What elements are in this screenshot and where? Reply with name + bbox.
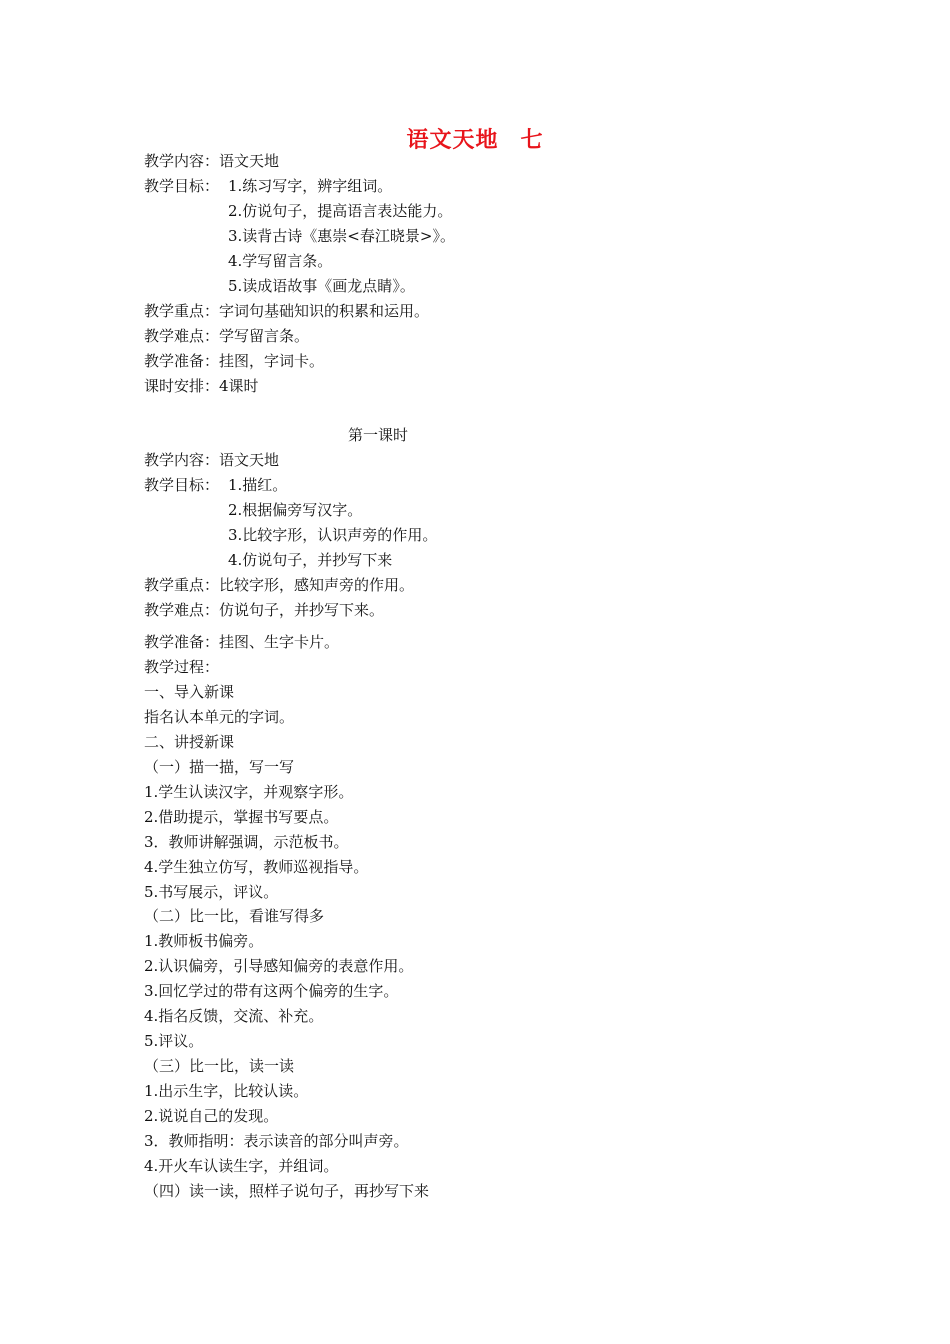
- step-line: 3．教师讲解强调，示范板书。: [144, 833, 349, 851]
- step-line: 4.学生独立仿写，教师巡视指导。: [144, 858, 369, 876]
- intro-goal-2: 2.仿说句子，提高语言表达能力。: [228, 202, 453, 220]
- lesson1-goal-4: 4.仿说句子，并抄写下来: [228, 551, 393, 569]
- step-line: 3.回忆学过的带有这两个偏旁的生字。: [144, 982, 399, 1000]
- title-number: 七: [520, 128, 544, 153]
- intro-difficulty: 教学难点：学写留言条。: [144, 327, 310, 345]
- intro-schedule: 课时安排：4课时: [144, 377, 259, 395]
- lesson1-goal-3: 3.比较字形，认识声旁的作用。: [228, 526, 438, 544]
- lesson1-content: 教学内容：语文天地: [144, 451, 280, 469]
- intro-content: 教学内容：语文天地: [144, 152, 280, 170]
- lesson1-heading: 第一课时: [347, 426, 408, 444]
- step-line: 5.书写展示，评议。: [144, 883, 279, 901]
- step-line: （二）比一比，看谁写得多: [144, 907, 325, 925]
- document-title: [0, 123, 950, 154]
- step-line: 1.教师板书偏旁。: [144, 932, 264, 950]
- step-line: 指名认本单元的字词。: [144, 708, 295, 726]
- intro-goal-4: 4.学写留言条。: [228, 252, 333, 270]
- lesson1-goals-label: 教学目标：: [144, 476, 220, 494]
- step-line: 二、讲授新课: [144, 733, 235, 751]
- intro-prep: 教学准备：挂图，字词卡。: [144, 352, 325, 370]
- step-line: 4.指名反馈，交流、补充。: [144, 1007, 324, 1025]
- step-line: （一）描一描，写一写: [144, 758, 295, 776]
- step-line: （四）读一读，照样子说句子，再抄写下来: [144, 1182, 430, 1200]
- intro-goal-1: 1.练习写字，辨字组词。: [228, 177, 393, 195]
- title-main: 语文天地: [406, 128, 499, 153]
- step-line: 1.学生认读汉字，并观察字形。: [144, 783, 354, 801]
- step-line: 3．教师指明：表示读音的部分叫声旁。: [144, 1132, 409, 1150]
- step-line: 1.出示生字，比较认读。: [144, 1082, 309, 1100]
- intro-goals-label: 教学目标：: [144, 177, 220, 195]
- intro-goal-5: 5.读成语故事《画龙点睛》。: [228, 277, 415, 295]
- lesson1-key: 教学重点：比较字形，感知声旁的作用。: [144, 576, 415, 594]
- lesson1-process: 教学过程：: [144, 658, 220, 676]
- lesson1-goal-2: 2.根据偏旁写汉字。: [228, 501, 363, 519]
- step-line: 2.借助提示，掌握书写要点。: [144, 808, 339, 826]
- step-line: （三）比一比，读一读: [144, 1057, 295, 1075]
- step-line: 2.认识偏旁，引导感知偏旁的表意作用。: [144, 957, 414, 975]
- step-line: 一、导入新课: [144, 683, 235, 701]
- lesson1-goal-1: 1.描红。: [228, 476, 288, 494]
- step-line: 5.评议。: [144, 1032, 204, 1050]
- intro-key: 教学重点：字词句基础知识的积累和运用。: [144, 302, 430, 320]
- step-line: 4.开火车认读生字，并组词。: [144, 1157, 339, 1175]
- lesson1-prep: 教学准备：挂图、生字卡片。: [144, 633, 340, 651]
- intro-goal-3: 3.读背古诗《惠崇<春江晓景>》。: [228, 227, 455, 245]
- step-line: 2.说说自己的发现。: [144, 1107, 279, 1125]
- lesson1-difficulty: 教学难点：仿说句子，并抄写下来。: [144, 601, 385, 619]
